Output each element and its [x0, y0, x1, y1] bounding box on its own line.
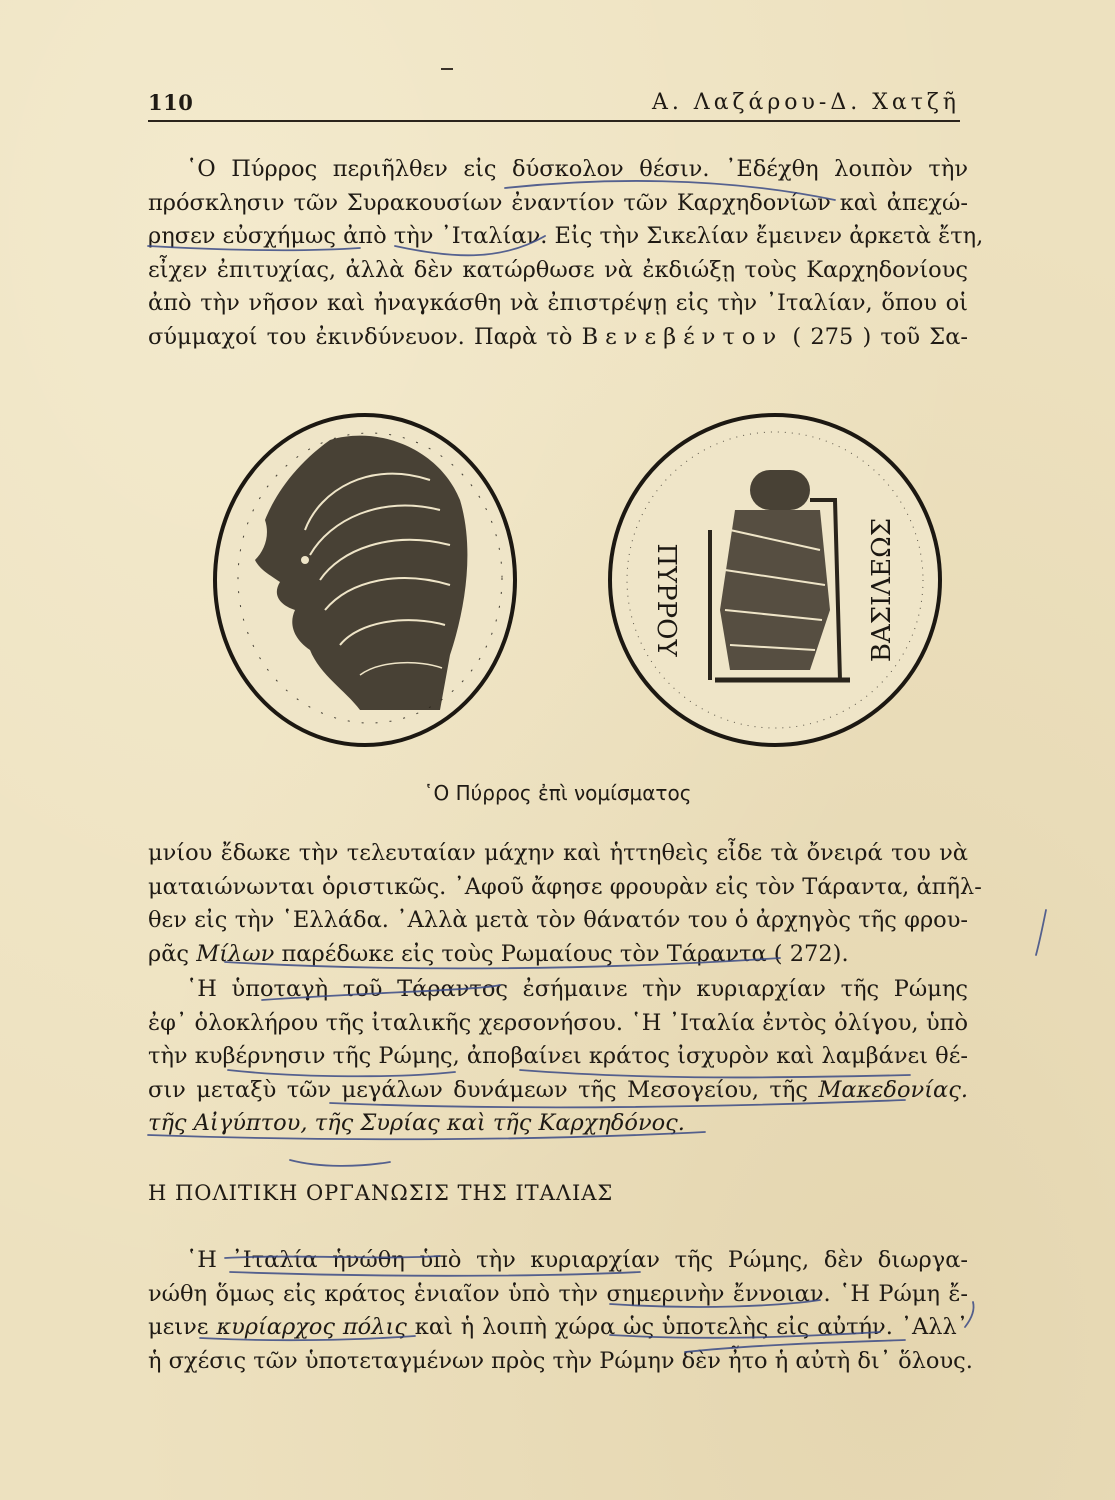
- text-line: εἶχεν ἐπιτυχίας, ἀλλὰ δὲν κατώρθωσε νὰ ἐκδιώξῃ τοὺς Καρχηδονίους: [148, 256, 968, 283]
- place-name-spaced: Βενεβέντον: [581, 323, 784, 350]
- text-line: [148, 1074, 968, 1108]
- emphasis-text: κυρίαρχος πόλις: [216, 1314, 407, 1340]
- paragraph-3: [148, 973, 968, 1141]
- text-segment: παρέδωκε εἰς τοὺς Ρωμαίους τὸν Τάραντα ( 272).: [281, 940, 849, 967]
- coin-illustration: [210, 410, 950, 750]
- paragraph-1: [148, 153, 984, 354]
- person-name: Μίλων: [196, 940, 275, 967]
- text-line: ῾Ο Πύρρος περιῆλθεν εἰς δύσκολον θέσιν. ᾿Εδέχθη λοιπὸν τὴν: [186, 156, 968, 182]
- text-line: τὴν κυβέρνησιν τῆς Ρώμης, ἀποβαίνει κράτος ἰσχυρὸν καὶ λαμβάνει θέ-: [148, 1043, 968, 1069]
- text-segment: σύμμαχοί του ἐκινδύνευον. Παρὰ τὸ: [148, 323, 573, 350]
- text-line: ἡ σχέσις τῶν ὑποτεταγμένων πρὸς τὴν Ρώμην δὲν ἦτο ἡ αὐτὴ δι᾿ ὅλους.: [148, 1347, 973, 1374]
- text-line: [148, 938, 968, 972]
- page-header: [148, 86, 960, 122]
- coin-legend-right: ΒΑΣΙΛΕΩΣ: [867, 517, 897, 663]
- section-heading: Η ΠΟΛΙΤΙΚΗ ΟΡΓΑΝΩΣΙΣ ΤΗΣ ΙΤΑΛΙΑΣ: [148, 1181, 614, 1205]
- text-line: θεν εἰς τὴν ῾Ελλάδα. ᾿Αλλὰ μετὰ τὸν θάνατόν του ὁ ἀρχηγὸς τῆς φρου-: [148, 907, 968, 933]
- text-line: ματαιώνωνται ὁριστικῶς. ᾿Αφοῦ ἄφησε φρουρὰν εἰς τὸν Τάραντα, ἀπῆλ-: [148, 873, 982, 900]
- text-line: ρησεν εὐσχήμως ἀπὸ τὴν ᾿Ιταλίαν. Εἰς τὴν Σικελίαν ἔμεινεν ἀρκετὰ ἔτη,: [148, 223, 984, 249]
- pen-underline: [290, 1160, 390, 1166]
- text-line: [148, 1311, 968, 1345]
- text-line: μνίου ἔδωκε τὴν τελευταίαν μάχην καὶ ἡττηθεὶς εἶδε τὰ ὄνειρά του νὰ: [148, 840, 968, 866]
- coin-obverse: [215, 415, 515, 745]
- text-line: [148, 321, 968, 355]
- paragraph-4: [148, 1244, 973, 1378]
- paragraph-2: [148, 837, 982, 971]
- emphasis-text: Μακεδονίας.: [818, 1076, 968, 1103]
- page-number: 110: [148, 90, 194, 115]
- text-segment: μεινε: [148, 1314, 209, 1340]
- text-segment: ( 275 ) τοῦ Σα-: [792, 323, 969, 350]
- figure-caption: ῾Ο Πύρρος ἐπὶ νομίσματος: [423, 781, 692, 805]
- running-head: Α. Λαζάρου-Δ. Χατζῆ: [651, 90, 960, 115]
- text-segment: καὶ ἡ λοιπὴ χώρα ὡς ὑποτελὴς εἰς αὐτήν. ᾿Αλλ᾿: [414, 1314, 968, 1340]
- text-line: ἐφ᾿ ὁλοκλήρου τῆς ἰταλικῆς χερσονήσου. ῾Η ᾿Ιταλία ἐντὸς ὀλίγου, ὑπὸ: [148, 1009, 968, 1036]
- text-line: ἀπὸ τὴν νῆσον καὶ ἠναγκάσθη νὰ ἐπιστρέψῃ εἰς τὴν ᾿Ιταλίαν, ὅπου οἱ: [148, 290, 968, 316]
- text-line: ῾Η ὑποταγὴ τοῦ Τάραντος ἐσήμαινε τὴν κυριαρχίαν τῆς Ρώμης: [186, 976, 968, 1002]
- text-line: ῾Η ᾿Ιταλία ἡνώθη ὑπὸ τὴν κυριαρχίαν τῆς Ρώμης, δὲν διωργα-: [186, 1247, 968, 1273]
- text-segment: ρᾶς: [148, 940, 190, 967]
- print-mark: [441, 68, 453, 70]
- coin-reverse: [610, 415, 940, 745]
- text-line: νώθη ὅμως εἰς κράτος ἑνιαῖον ὑπὸ τὴν σημερινὴν ἔννοιαν. ῾Η Ρώμη ἔ-: [148, 1280, 968, 1307]
- text-segment: σιν μεταξὺ τῶν μεγάλων δυνάμεων τῆς Μεσογείου, τῆς: [148, 1076, 808, 1103]
- pen-mark: [1036, 910, 1046, 955]
- coin-legend-left: ΠΥΡΡΟΥ: [651, 543, 681, 657]
- text-line: πρόσκλησιν τῶν Συρακουσίων ἐναντίον τῶν Καρχηδονίων καὶ ἀπεχώ-: [148, 189, 968, 216]
- text-line: τῆς Αἰγύπτου, τῆς Συρίας καὶ τῆς Καρχηδόνος.: [148, 1110, 685, 1136]
